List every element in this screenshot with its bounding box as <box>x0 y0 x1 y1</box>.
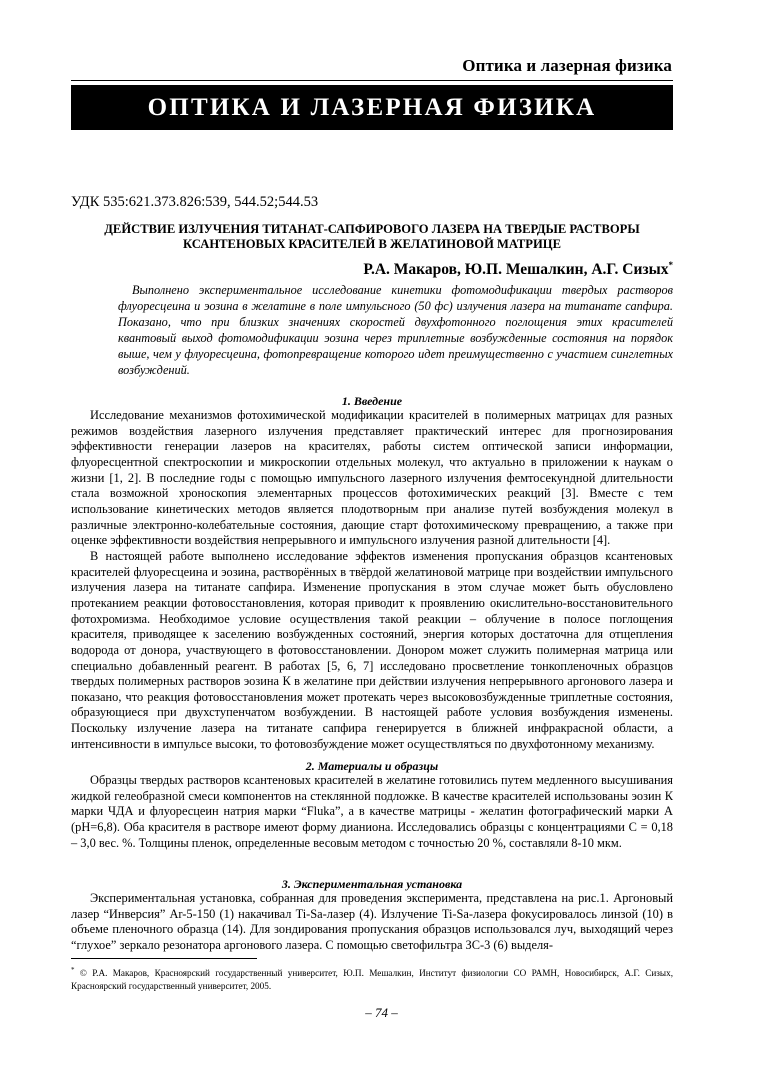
footnote-mark: * <box>71 966 75 974</box>
footnote <box>71 964 673 993</box>
header-rule <box>71 80 673 81</box>
paragraph: Исследование механизмов фотохимической модификации красителей в полимерных матрицах для разных режимов воздействия лазерного излучения представляет практический интерес для прогнозирования эффективности генерации лазеров на красителях, работы систем оптической записи информации, флуоресцентной спектроскопии и микроскопии отдельных молекул, что актуально в приложении к наукам о жизни [1, 2]. В последние годы с помощью импульсного лазерного излучения фемтосекундной длительности стала возможной хроноскопия элементарных процессов фотохимических реакций [3]. Вместе с тем использование кинетических методов является плодотворным при анализе путей возбуждения молекул в различные электронно-колебательные состояния, дающие старт фотохимическому превращению, а также при оценке эффективности воздействия непрерывного и импульсного излучения разной длительности [4]. <box>71 408 673 548</box>
footnote-rule <box>71 958 257 959</box>
running-header: Оптика и лазерная физика <box>462 56 672 75</box>
section-body-setup <box>71 891 673 954</box>
section-heading-introduction: 1. Введение <box>341 394 403 408</box>
authors-names: Р.А. Макаров, Ю.П. Мешалкин, А.Г. Сизых <box>363 261 669 279</box>
article-authors <box>363 260 673 279</box>
page-number: – 74 – <box>365 1005 398 1020</box>
paragraph: Экспериментальная установка, собранная для проведения эксперимента, представлена на рис.1. Аргоновый лазер “Инверсия” Ar-5-150 (1) накачивал Ti-Sa-лазер (4). Излучение Ti-Sa-лазера фокусировалось линзой (10) в объеме пленочного образца (14). Для зондирования пропускания образцов использовался луч, выходящий через “глухое” зеркало резонатора аргонового лазера. С помощью светофильтра ЗС-3 (6) выделя- <box>71 891 673 952</box>
paragraph: В настоящей работе выполнено исследование эффектов изменения пропускания образцов ксантеновых красителей флуоресцеина и эозина, растворённых в твёрдой желатиновой матрице при воздействии импульсного излучения лазера на титанате сапфира. Изменение пропускания в этом случае может быть обусловлено протеканием реакции фотовосстановления, которая приводит к проявлению окислительно-восстановительного фотохромизма. Необходимое условие осуществления такой реакции – облучение в полосе поглощения красителя, приводящее к заселению возбужденных состояний, энергия которых достаточна для отщепления водорода от донора, участвующего в фотовосстановлении. Донором может служить полимерная матрица или специально добавленный реагент. В работах [5, 6, 7] исследовано просветление тонкопленочных образцов твердых полимерных растворов эозина К в желатине при действии излучения непрерывного аргонового лазера и показано, что реакция фотовосстановления может протекать через высоковозбужденные триплетные состояния, образующиеся при двухступенчатом возбуждении. В настоящей работе условия возбуждения изменены. Поскольку излучение лазера на титанате сапфира генерируется в ближней инфракрасной области, а интенсивности в импульсе высоки, то фотовозбуждение может осуществляться по двухфотонному механизму. <box>71 548 673 751</box>
section-banner-text: ОПТИКА И ЛАЗЕРНАЯ ФИЗИКА <box>147 93 597 121</box>
article-title: ДЕЙСТВИЕ ИЗЛУЧЕНИЯ ТИТАНАТ-САПФИРОВОГО ЛАЗЕРА НА ТВЕРДЫЕ РАСТВОРЫ КСАНТЕНОВЫХ КРАСИТЕЛЕЙ В ЖЕЛАТИНОВОЙ МАТРИЦЕ <box>104 222 640 251</box>
section-heading-setup: 3. Экспериментальная установка <box>281 877 463 891</box>
article-abstract: Выполнено экспериментальное исследование кинетики фотомодификации твердых растворов флуоресцеина и эозина в желатине в поле импульсного (50 фс) излучения лазера на титанате сапфира. Показано, что при близких значениях скоростей двухфотонного поглощения этих красителей квантовый выход фотомодификации эозина через триплетные возбужденные состояния на порядок выше, чем у флуоресцеина, фотопревращение которого идет преимущественно с участием синглетных возбуждений. <box>118 283 673 377</box>
paragraph: Образцы твердых растворов ксантеновых красителей в желатине готовились путем медленного высушивания жидкой гелеобразной смеси компонентов на стеклянной подложке. В качестве красителей использованы эозин К марки ЧДА и флуоресцеин натрия марки “Fluka”, а в качестве матрицы - желатин фотографический марки А (pH=6,8). Оба красителя в растворе имеют форму дианиона. Исследовались образцы с концентрациями С = 0,18 – 3,0 вес. %. Толщины пленок, определенные весовым методом с точностью 20 %, составляли 8-10 мкм. <box>71 773 673 850</box>
section-heading-materials: 2. Материалы и образцы <box>305 759 439 773</box>
authors-footnote-mark: * <box>668 260 673 270</box>
udc-code: УДК 535:621.373.826:539, 544.52;544.53 <box>71 194 319 210</box>
section-banner <box>71 85 673 130</box>
section-body-introduction <box>71 408 673 752</box>
footnote-text: © Р.А. Макаров, Красноярский государственный университет, Ю.П. Мешалкин, Институт физиологии СО РАМН, Новосибирск, А.Г. Сизых, Красноярский государственный университет, 2005. <box>71 968 674 992</box>
section-body-materials <box>71 773 673 851</box>
